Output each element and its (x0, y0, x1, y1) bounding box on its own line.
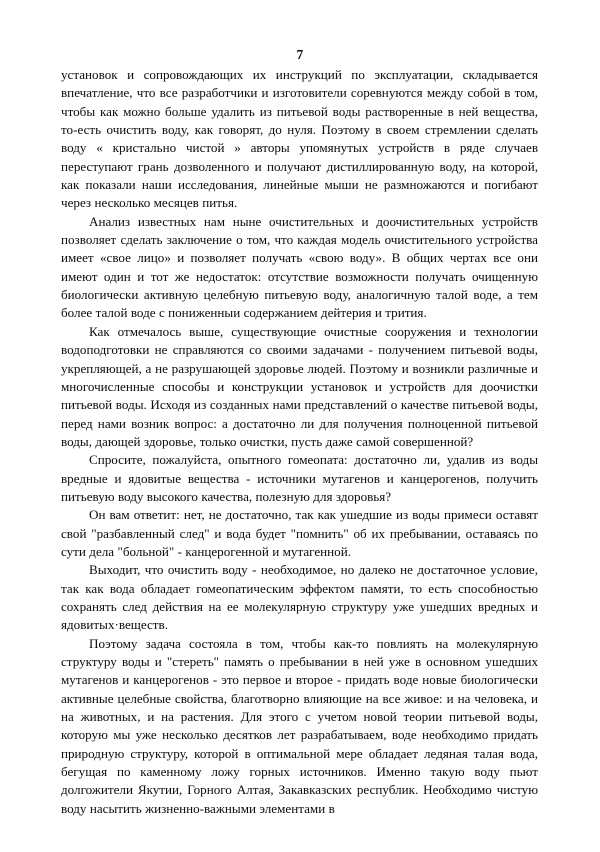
paragraph: установок и сопровождающих их инструкций по эксплуатации, складывается впечатление, что все разработчики и изготовители соревнуются между собой в том, чтобы как можно больше удалить из питьевой воды растворенные в ней вещества, то-есть очистить воду, как говорят, до нуля. Поэтому в своем стремлении сделать воду « кристально чистой » авторы упомянутых устройств в ряде случаев переступают грань дозволенного и получают дистиллированную воду, на которой, как показали наши исследования, линейные мыши не размножаются и погибают через несколько месяцев питья. (61, 67, 538, 211)
paragraph: Поэтому задача состояла в том, чтобы как-то повлиять на молекулярную структуру воды и "стереть" память о пребывании в ней уже в основном ушедших мутагенов и канцерогенов - это первое и второе - придать воде новые биологически активные целебные свойства, благотворно влияющие на все живое: и на человека, и на животных, и на растения. Для этого с учетом новой теории питьевой воды, которую мы уже несколько десятков лет разрабатываем, воде необходимо придать природную структуру, которой в оптимальной мере обладает ледяная талая вода, бегущая по каменному ложу горных источников. Именно такую воду пьют долгожители Якутии, Горного Алтая, Закавказских республик. Необходимо чистую воду насытить жизненно-важными элементами в (61, 635, 538, 816)
paragraph: Он вам ответит: нет, не достаточно, так как ушедшие из воды примеси оставят свой "разбавленный след" и вода будет "помнить" об их пребывании, оставаясь по сути дела "больной" - канцерогенной и мутагенной. (61, 507, 538, 559)
paragraph: Выходит, что очистить воду - необходимое, но далеко не достаточное условие, так как вода обладает гомеопатическим эффектом памяти, то есть способностью сохранять след действия на ее молекулярную структуру уже ушедших вредных и ядовитых·веществ. (61, 562, 538, 633)
paragraph: Анализ известных нам ныне очистительных и доочистительных устройств позволяет сделать заключение о том, что каждая модель очистительного устройства имеет «свое лицо» и позволяет получать «свою воду». В общих чертах все они имеют один и тот же недостаток: отсутствие возможности получать очищенную биологически активную целебную питьевую воду, аналогичную талой воде, а тем более талой воде с пониженныи содержанием дейтерия и трития. (61, 213, 538, 321)
paragraph: Как отмечалось выше, существующие очистные сооружения и технологии водоподготовки не справляются со своими задачами - получением питьевой воды, укрепляющей, а не разрушающей здоровье людей. Поэтому и возникли различные и многочисленные способы и конструкции установок и устройств для доочистки питьевой воды. Исходя из созданных нами представлений о качестве питьевой воды, перед нами возник вопрос: а достаточно ли для получения полноценной питьевой воды, дающей здоровье, только очистки, пусть даже самой совершенной? (61, 323, 538, 449)
page-number: 7 (296, 47, 304, 62)
document-body (61, 66, 538, 818)
paragraph: Спросите, пожалуйста, опытного гомеопата: достаточно ли, удалив из воды вредные и ядовитые вещества - источники мутагенов и канцерогенов, получить питьевую воду высокого качества, полезную для здоровья? (61, 452, 538, 504)
